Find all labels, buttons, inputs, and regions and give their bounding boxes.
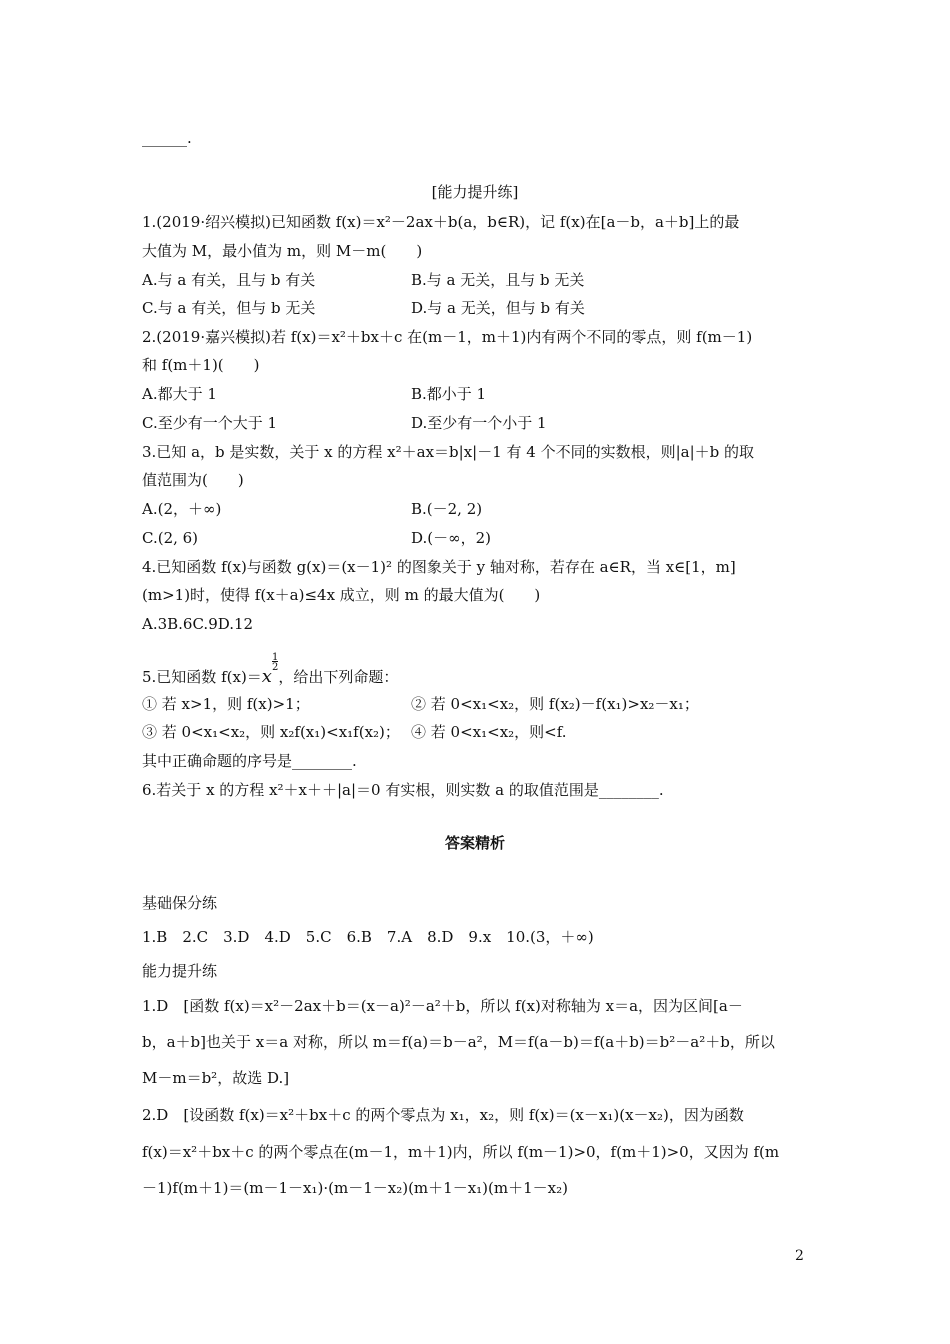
- q3-option-a: A.(2，＋∞): [142, 500, 222, 518]
- q1-option-a: A.与 a 有关，且与 b 有关: [142, 271, 316, 289]
- q5-suffix: ，给出下列命题：: [278, 668, 399, 686]
- a1-line1: 1.D [函数 f(x)＝x²－2ax＋b＝(x－a)²－a²＋b，所以 f(x)对称轴为 x＝a，因为区间[a－: [142, 997, 743, 1015]
- q4-options: A.3B.6C.9D.12: [142, 615, 254, 633]
- q2-option-c: C.至少有一个大于 1: [142, 414, 278, 432]
- ability-title: 能力提升练: [142, 962, 218, 980]
- a2-line2: f(x)＝x²＋bx＋c 的两个零点在(m－1，m＋1)内，所以 f(m－1)>0，f(m＋1)>0，又因为 f(m: [142, 1143, 780, 1161]
- q1-line2: 大值为 M，最小值为 m，则 M－m( ): [142, 242, 423, 260]
- q6: 6.若关于 x 的方程 x²＋x＋＋|a|＝0 有实根，则实数 a 的取值范围是________.: [142, 781, 664, 799]
- q2-option-d: D.至少有一个小于 1: [411, 414, 547, 432]
- q5-power: [261, 652, 279, 687]
- basic-answers: 1.B 2.C 3.D 4.D 5.C 6.B 7.A 8.D 9.x 10.(3，＋∞): [142, 928, 594, 946]
- answers-title: 答案精析: [444, 834, 505, 852]
- q2-line1: 2.(2019·嘉兴模拟)若 f(x)＝x²＋bx＋c 在(m－1，m＋1)内有两个不同的零点，则 f(m－1): [142, 328, 753, 346]
- q3-line2: 值范围为( ): [142, 471, 244, 489]
- q5-end: 其中正确命题的序号是________.: [142, 752, 357, 770]
- q5-prefix: 5.已知函数 f(x)＝: [142, 668, 262, 686]
- q5-exp-num: 1: [271, 652, 279, 663]
- q3-option-d: D.(－∞，2): [411, 529, 492, 547]
- q5-prop-4: ④ 若 0<x₁<x₂，则<f.: [411, 723, 567, 741]
- q2-option-a: A.都大于 1: [142, 385, 217, 403]
- a2-line3: －1)f(m＋1)＝(m－1－x₁)·(m－1－x₂)(m＋1－x₁)(m＋1－x₂): [142, 1179, 568, 1197]
- q5-exp-den: 2: [271, 662, 279, 673]
- q4-line1: 4.已知函数 f(x)与函数 g(x)＝(x－1)² 的图象关于 y 轴对称，若存在 a∈R，当 x∈[1，m]: [142, 558, 736, 576]
- a1-line2: b，a＋b]也关于 x＝a 对称，所以 m＝f(a)＝b－a²，M＝f(a－b)＝f(a＋b)＝b²－a²＋b，所以: [142, 1033, 775, 1051]
- q5-base: x: [261, 666, 272, 687]
- q3-line1: 3.已知 a，b 是实数，关于 x 的方程 x²＋ax＝b|x|－1 有 4 个不同的实数根，则|a|＋b 的取: [142, 443, 755, 461]
- a1-line3: M－m＝b²，故选 D.]: [142, 1069, 290, 1087]
- q1-line1: 1.(2019·绍兴模拟)已知函数 f(x)＝x²－2ax＋b(a，b∈R)，记 f(x)在[a－b，a＋b]上的最: [142, 213, 740, 231]
- q1-option-b: B.与 a 无关，且与 b 无关: [411, 271, 585, 289]
- q5-stem: [142, 652, 399, 687]
- top-blank: ______.: [142, 129, 192, 147]
- basic-title: 基础保分练: [142, 894, 218, 912]
- q5-prop-1: ① 若 x>1，则 f(x)>1；: [142, 695, 310, 713]
- q3-option-b: B.(－2, 2): [411, 500, 483, 518]
- q2-option-b: B.都小于 1: [411, 385, 487, 403]
- section-title: [能力提升练]: [431, 183, 519, 201]
- q5-prop-2: ② 若 0<x₁<x₂，则 f(x₂)－f(x₁)>x₂－x₁；: [411, 695, 699, 713]
- q5-exponent: [272, 653, 278, 673]
- q5-prop-3: ③ 若 0<x₁<x₂，则 x₂f(x₁)<x₁f(x₂)；: [142, 723, 400, 741]
- q2-line2: 和 f(m＋1)( ): [142, 356, 260, 374]
- q4-line2: (m>1)时，使得 f(x＋a)≤4x 成立，则 m 的最大值为( ): [142, 586, 541, 604]
- q1-option-c: C.与 a 有关，但与 b 无关: [142, 299, 316, 317]
- q1-option-d: D.与 a 无关，但与 b 有关: [411, 299, 585, 317]
- a2-line1: 2.D [设函数 f(x)＝x²＋bx＋c 的两个零点为 x₁，x₂，则 f(x)＝(x－x₁)(x－x₂)，因为函数: [142, 1106, 744, 1124]
- page-number: 2: [795, 1248, 804, 1264]
- q3-option-c: C.(2, 6): [142, 529, 199, 547]
